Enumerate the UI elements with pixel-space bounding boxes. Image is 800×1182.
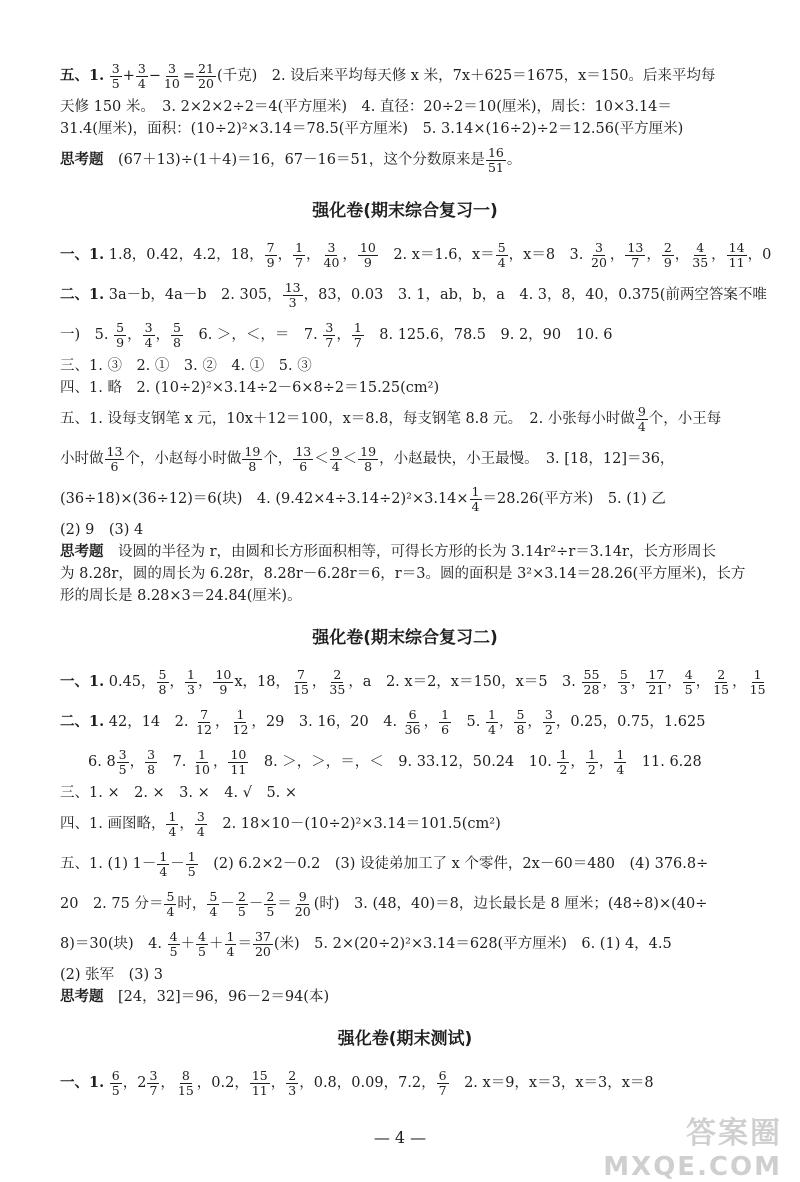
numerator: 7: [266, 239, 275, 255]
fraction: [403, 708, 423, 737]
fraction: [636, 405, 648, 434]
numerator: 5: [619, 666, 628, 682]
answer-line: 四、1. 略 2. (10÷2)²×3.14÷2－6×8÷2＝15.25(cm²): [60, 380, 440, 396]
denominator: 4: [616, 761, 625, 777]
numerator: 1: [587, 746, 596, 762]
fraction: [176, 1069, 196, 1098]
numerator: 1: [226, 928, 235, 944]
answer-line: 二、1. 3a－b，4a－b 2. 305， $\frac{13}{3}$ ，83，0.03 3. 1，ab，b，a 4. 3，8，40，0.375(前两空答案不唯: [60, 279, 767, 310]
numerator: 1: [159, 848, 168, 864]
answer-line: (2) 张军 (3) 3: [60, 967, 164, 983]
fraction: [486, 146, 506, 175]
denominator: 7: [149, 1082, 158, 1098]
numerator: 17: [648, 666, 665, 682]
denominator: 5: [266, 903, 275, 919]
denominator: 4: [168, 823, 177, 839]
denominator: 36: [404, 721, 421, 737]
numerator: 3: [144, 319, 153, 335]
numerator: 3: [196, 808, 205, 824]
denominator: 9: [219, 681, 228, 697]
numerator: 5: [497, 239, 506, 255]
answer-line: 形的周长是 8.28×3＝24.84(厘米)。: [60, 588, 302, 604]
numerator: 7: [200, 706, 209, 722]
numerator: 2: [266, 888, 275, 904]
denominator: 11: [728, 254, 745, 270]
numerator: 5: [173, 319, 181, 335]
fraction: [157, 850, 169, 879]
answer-line: 三、1. × 2. × 3. × 4. √ 5. ×: [60, 785, 298, 801]
denominator: 2: [559, 761, 568, 777]
answer-line: (2) 9 (3) 4: [60, 522, 144, 538]
answer-page: [60, 56, 772, 1103]
numerator: 10: [359, 239, 376, 255]
denominator: 7: [325, 334, 334, 350]
fraction: [437, 1069, 449, 1098]
fraction: [192, 748, 212, 777]
fraction: [143, 321, 155, 350]
fraction: [225, 930, 237, 959]
denominator: 20: [254, 943, 271, 959]
denominator: 7: [438, 1082, 447, 1098]
numerator: 1: [753, 666, 762, 682]
numerator: 2: [717, 666, 726, 682]
fraction: [543, 708, 555, 737]
denominator: 4: [196, 823, 205, 839]
fraction: [110, 62, 122, 91]
fraction: [236, 890, 248, 919]
fraction: [228, 748, 248, 777]
numerator: 3: [149, 1067, 158, 1083]
numerator: 1: [616, 746, 625, 762]
fraction: [264, 890, 276, 919]
denominator: 20: [198, 75, 214, 91]
numerator: 1: [441, 706, 450, 722]
denominator: 4: [159, 863, 168, 879]
denominator: 4: [497, 254, 506, 270]
fraction: [250, 1069, 270, 1098]
fraction: [322, 241, 342, 270]
numerator: 3: [325, 319, 334, 335]
numerator: 9: [331, 443, 340, 459]
fraction: [253, 930, 273, 959]
fraction: [683, 668, 695, 697]
numerator: 8: [181, 1067, 190, 1083]
numerator: 55: [583, 666, 600, 682]
denominator: 6: [441, 721, 450, 737]
numerator: 1: [236, 706, 245, 722]
fraction: [662, 241, 674, 270]
denominator: 8: [147, 761, 156, 777]
denominator: 4: [226, 943, 235, 959]
fraction: [582, 668, 602, 697]
numerator: 6: [111, 1067, 120, 1083]
answer-line: 五、1. (1) 1－ $\frac{1}{4}$ － $\frac{1}{5}$ (2) 6.2×2－0.2 (3) 设徒弟加工了 x 个零件，2x－60＝480 (4) 376.8÷: [60, 848, 709, 879]
numerator: 21: [198, 60, 214, 76]
fraction: [748, 668, 768, 697]
numerator: 7: [296, 666, 305, 682]
fraction: [327, 668, 347, 697]
answer-line: 四、1. 画图略， $\frac{1}{4}$ ， $\frac{3}{4}$ 2. 18×10－(10÷2)²×3.14＝101.5(cm²): [60, 808, 501, 839]
fraction: [293, 445, 313, 474]
numerator: 4: [696, 239, 705, 255]
fraction: [147, 1069, 159, 1098]
denominator: 5: [111, 1082, 120, 1098]
denominator: 4: [144, 334, 153, 350]
fraction: [727, 241, 747, 270]
fraction: [242, 445, 262, 474]
numerator: 2: [333, 666, 342, 682]
denominator: 8: [364, 458, 373, 474]
numerator: 3: [327, 239, 336, 255]
fraction: [117, 748, 129, 777]
denominator: 5: [169, 943, 178, 959]
numerator: 1: [559, 746, 568, 762]
denominator: 5: [111, 75, 120, 91]
numerator: 6: [408, 706, 417, 722]
denominator: 4: [166, 903, 175, 919]
denominator: 4: [137, 75, 146, 91]
fraction: [496, 241, 508, 270]
numerator: 3: [544, 706, 553, 722]
numerator: 5: [158, 666, 167, 682]
denominator: 51: [487, 159, 504, 175]
fraction: [265, 241, 277, 270]
section-title: 强化卷(期末综合复习二): [312, 628, 498, 648]
denominator: 5: [237, 903, 246, 919]
answer-line: 天修 150 米。 3. 2×2×2÷2＝4(平方厘米) 4. 直径：20÷2＝10(厘米)，周长：10×3.14＝: [60, 99, 672, 115]
denominator: 35: [329, 681, 346, 697]
denominator: 3: [288, 294, 297, 310]
denominator: 35: [692, 254, 709, 270]
numerator: 4: [198, 928, 206, 944]
answer-line: 31.4(厘米)，面积：(10÷2)²×3.14＝78.5(平方厘米) 5. 3.14×(16÷2)÷2＝12.56(平方厘米): [60, 121, 684, 137]
answer-text: (千克) 2. 设后来平均每天修 x 米，7x＋625＝1675，x＝150。后来平均每: [216, 68, 716, 84]
answer-line: 为 8.28r，圆的周长为 6.28r，8.28r－6.28r＝6，r＝3。圆的面积是 3²×3.14＝28.26(平方厘米)，长方: [60, 566, 746, 582]
fraction: [358, 445, 378, 474]
denominator: 4: [331, 458, 340, 474]
numerator: 1: [471, 483, 480, 499]
fraction: [293, 241, 305, 270]
fraction: [330, 445, 342, 474]
numerator: 13: [627, 239, 644, 255]
denominator: 15: [749, 681, 766, 697]
numerator: 2: [237, 888, 246, 904]
denominator: 10: [194, 761, 210, 777]
denominator: 15: [177, 1082, 194, 1098]
fraction: [618, 668, 630, 697]
fraction: [486, 708, 498, 737]
fraction: [164, 890, 176, 919]
numerator: 1: [295, 239, 304, 255]
fraction: [145, 748, 157, 777]
numerator: 3: [118, 746, 127, 762]
denominator: 7: [631, 254, 640, 270]
denominator: 5: [198, 943, 206, 959]
denominator: 9: [363, 254, 372, 270]
denominator: 6: [299, 458, 308, 474]
fraction: [646, 668, 666, 697]
answer-line: 一、1. 1.8，0.42，4.2，18， $\frac{7}{9}$ ， $\frac{1}{7}$ ， $\frac{3}{40}$ ， $\frac{10}{9}$ 2. x＝1.6，x＝ $\frac{5}{4}$ ，x＝8 3. $\frac{3}{20}$ ， $\frac{13}{7}$ ， $\frac{2}{9}$ ， $\frac{4}{35}$ ， $\frac{14}{11}$ ，0: [60, 239, 772, 270]
denominator: 7: [353, 334, 362, 350]
fraction: [186, 850, 198, 879]
numerator: 16: [487, 144, 504, 160]
numerator: 1: [168, 808, 177, 824]
numerator: 14: [728, 239, 745, 255]
fraction: [711, 668, 731, 697]
fraction: [168, 930, 180, 959]
answer-line: 一、1. 0.45， $\frac{5}{8}$ ， $\frac{1}{3}$ ， $\frac{10}{9}$ x，18， $\frac{7}{15}$ ， $\frac{2}{35}$ ，a 2. x＝2，x＝150，x＝5 3. $\frac{55}{28}$ ， $\frac{5}{3}$ ， $\frac{17}{21}$ ， $\frac{4}{5}$ ， $\frac{2}{15}$ ， $\frac{1}{15}$: [60, 666, 766, 697]
answer-line: 8)＝30(块) 4. $\frac{4}{5}$ ＋ $\frac{4}{5}$ ＋ $\frac{1}{4}$ ＝ $\frac{37}{20}$ (米) 5. 2×(20÷2)²×3.14＝628(平方厘米) 6. (1) 4，4.5: [60, 928, 672, 959]
denominator: 9: [266, 254, 275, 270]
fraction: [213, 668, 233, 697]
fraction: [166, 810, 178, 839]
watermark-url: MXQE.COM: [603, 1152, 782, 1182]
answer-line: 三、1. ③ 2. ① 3. ② 4. ① 5. ③: [60, 358, 312, 374]
fraction: [110, 1069, 122, 1098]
denominator: 4: [637, 418, 646, 434]
numerator: 3: [111, 60, 120, 76]
fraction: [352, 321, 364, 350]
numerator: 37: [254, 928, 271, 944]
denominator: 6: [110, 458, 119, 474]
numerator: 3: [137, 60, 146, 76]
fraction: [470, 485, 482, 514]
fraction: [589, 241, 609, 270]
numerator: 10: [215, 666, 232, 682]
numerator: 5: [116, 319, 125, 335]
denominator: 3: [187, 681, 195, 697]
numerator: 3: [167, 60, 176, 76]
denominator: 5: [187, 863, 196, 879]
denominator: 20: [294, 903, 311, 919]
answer-line: 五、1. 设每支钢笔 x 元，10x＋12＝100，x＝8.8，每支钢笔 8.8 元。 2. 小张每小时做 $\frac{9}{4}$ 个，小王每: [60, 403, 722, 434]
denominator: 15: [293, 681, 309, 697]
denominator: 40: [323, 254, 340, 270]
numerator: 3: [147, 746, 156, 762]
item-label: 五、1.: [60, 67, 105, 84]
fraction: [614, 748, 626, 777]
numerator: 6: [438, 1067, 447, 1083]
section-title: 强化卷(期末测试): [337, 1029, 473, 1049]
fraction: [195, 810, 207, 839]
fraction: [358, 241, 378, 270]
denominator: 12: [232, 721, 249, 737]
answer-line: 一、1. $\frac{6}{5}$ ，2 $\frac{3}{7}$ ， $\frac{8}{15}$ ，0.2， $\frac{15}{11}$ ， $\frac{2}{3}$ ，0.8，0.09，7.2， $\frac{6}{7}$ 2. x＝9，x＝3，x＝3，x＝8: [60, 1067, 654, 1098]
numerator: 9: [637, 403, 646, 419]
denominator: 12: [196, 721, 213, 737]
fraction: [625, 241, 645, 270]
answer-line: 五、1. $\frac{3}{5}$ + $\frac{3}{4}$ − $\frac{3}{10}$ = $\frac{21}{20}$ (千克) 2. 设后来平均每天修 x 米，7x＋625＝1675，x＝150。后来平均每: [60, 60, 716, 91]
denominator: 4: [487, 721, 496, 737]
watermark-text: 答案圈: [686, 1116, 782, 1151]
page-number: — 4 —: [373, 1128, 427, 1147]
numerator: 1: [198, 746, 206, 762]
numerator: 2: [288, 1067, 297, 1083]
thinking-label: 思考题: [60, 988, 104, 1005]
denominator: 2: [544, 721, 553, 737]
fraction: [196, 62, 216, 91]
numerator: 9: [298, 888, 307, 904]
numerator: 2: [663, 239, 672, 255]
numerator: 4: [684, 666, 693, 682]
answer-line: 一) 5. $\frac{5}{9}$ ， $\frac{3}{4}$ ， $\frac{5}{8}$ 6. ＞，＜，＝ 7. $\frac{3}{7}$ ， $\frac{1}{7}$ 8. 125.6，78.5 9. 2，90 10. 6: [60, 319, 613, 350]
denominator: 3: [619, 681, 628, 697]
fraction: [196, 930, 208, 959]
answer-line: 6. 8 $\frac{3}{5}$ ， $\frac{3}{8}$ 7. $\frac{1}{10}$ ， $\frac{10}{11}$ 8. ＞，＞，＝，＜ 9. 33.12，50.24 10. $\frac{1}{2}$ ， $\frac{1}{2}$ ， $\frac{1}{4}$ 11. 6.28: [88, 746, 702, 777]
fraction: [283, 281, 303, 310]
answer-line: 思考题 [24，32]＝96，96－2＝94(本): [60, 988, 330, 1005]
numerator: 5: [516, 706, 525, 722]
fraction: [194, 708, 214, 737]
fraction: [439, 708, 451, 737]
fraction: [231, 708, 251, 737]
denominator: 9: [663, 254, 672, 270]
numerator: 4: [169, 928, 178, 944]
answer-line: 小时做 $\frac{13}{6}$ 个，小赵每小时做 $\frac{19}{8}$ 个， $\frac{13}{6}$ ＜ $\frac{9}{4}$ ＜ $\frac{19}{8}$ ，小赵最快，小王最慢。 3. [18，12]＝36，: [60, 443, 675, 474]
denominator: 11: [230, 761, 247, 777]
fraction: [105, 445, 125, 474]
thinking-label: 思考题: [60, 543, 104, 560]
numerator: 3: [594, 239, 603, 255]
fraction: [136, 62, 148, 91]
numerator: 1: [187, 666, 195, 682]
denominator: 8: [173, 334, 181, 350]
numerator: 19: [360, 443, 377, 459]
fraction: [690, 241, 710, 270]
denominator: 20: [591, 254, 607, 270]
fraction: [293, 890, 313, 919]
denominator: 8: [516, 721, 525, 737]
answer-line: 二、1. 42，14 2. $\frac{7}{12}$ ， $\frac{1}{12}$ ，29 3. 16，20 4. $\frac{6}{36}$ ， $\frac{1}{6}$ 5. $\frac{1}{4}$ ， $\frac{5}{8}$ ， $\frac{3}{2}$ ，0.25，0.75，1.625: [60, 706, 706, 737]
denominator: 4: [471, 498, 480, 514]
fraction: [207, 890, 219, 919]
denominator: 7: [295, 254, 304, 270]
denominator: 10: [163, 75, 180, 91]
answer-line: 20 2. 75 分＝ $\frac{5}{4}$ 时， $\frac{5}{4}$ － $\frac{2}{5}$ － $\frac{2}{5}$ ＝ $\frac{9}{20}$ (时) 3. (48，40)＝8，边长最长是 8 厘米；(48÷8)×(40÷: [60, 888, 708, 919]
fraction: [162, 62, 182, 91]
answer-line: 思考题 设圆的半径为 r，由圆和长方形面积相等，可得长方形的长为 3.14r²÷r＝3.14r，长方形周长: [60, 543, 716, 560]
numerator: 5: [166, 888, 175, 904]
answer-line: 思考题 (67＋13)÷(1＋4)＝16，67－16＝51，这个分数原来是 $\frac{16}{51}$ 。: [60, 144, 522, 175]
denominator: 28: [583, 681, 600, 697]
fraction: [514, 708, 526, 737]
fraction: [286, 1069, 298, 1098]
section-title: 强化卷(期末综合复习一): [312, 201, 498, 221]
fraction: [114, 321, 126, 350]
denominator: 11: [251, 1082, 268, 1098]
fraction: [291, 668, 311, 697]
denominator: 8: [248, 458, 257, 474]
numerator: 13: [284, 279, 301, 295]
denominator: 5: [118, 761, 127, 777]
numerator: 15: [251, 1067, 268, 1083]
fraction: [157, 668, 169, 697]
fraction: [586, 748, 598, 777]
numerator: 1: [187, 848, 196, 864]
numerator: 13: [295, 443, 312, 459]
denominator: 21: [648, 681, 665, 697]
denominator: 5: [684, 681, 693, 697]
answer-line: (36÷18)×(36÷12)＝6(块) 4. (9.42×4÷3.14÷2)²×3.14× $\frac{1}{4}$ ＝28.26(平方米) 5. (1) 乙: [60, 483, 666, 514]
numerator: 13: [106, 443, 123, 459]
watermark-logo: [603, 1108, 782, 1182]
numerator: 1: [353, 319, 362, 335]
fraction: [171, 321, 183, 350]
denominator: 9: [116, 334, 125, 350]
denominator: 15: [713, 681, 730, 697]
denominator: 3: [288, 1082, 297, 1098]
numerator: 1: [487, 706, 496, 722]
fraction: [323, 321, 335, 350]
numerator: 5: [209, 888, 218, 904]
numerator: 10: [230, 746, 247, 762]
denominator: 8: [158, 681, 167, 697]
thinking-label: 思考题: [60, 151, 104, 168]
fraction: [557, 748, 569, 777]
denominator: 4: [209, 903, 218, 919]
numerator: 19: [244, 443, 261, 459]
denominator: 2: [587, 761, 596, 777]
fraction: [185, 668, 197, 697]
